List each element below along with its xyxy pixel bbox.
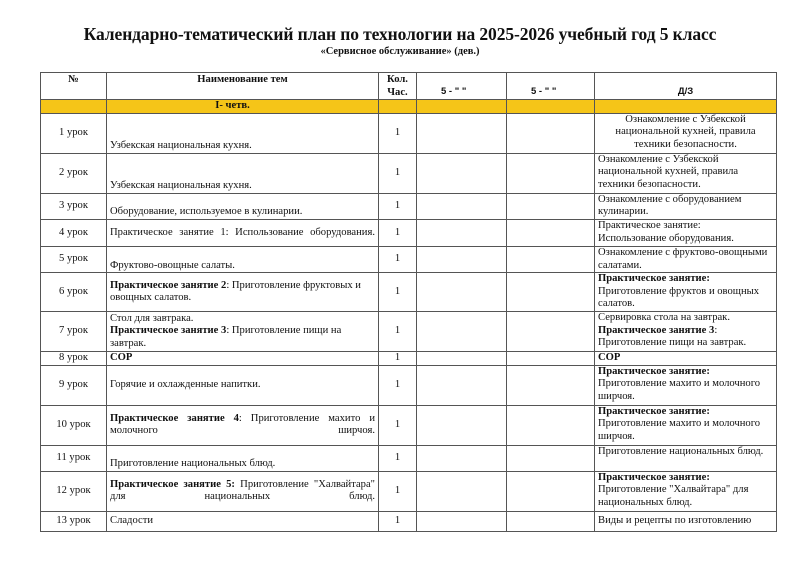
lesson-hours: 1 [379,246,417,272]
lesson-topic [107,312,379,352]
lesson-topic [107,405,379,445]
homework-text: Приготовление махито и молочного ширчоя. [598,378,761,402]
date-cell-1 [417,405,507,445]
table-row [41,219,777,246]
homework [595,471,777,511]
topic-bold: Практическое занятие 5: [110,478,235,490]
plan-table [40,72,777,532]
lesson-number: 6 урок [41,273,107,312]
date-cell-2 [507,312,595,352]
table-row [41,511,777,531]
header-dz: Д/З [595,73,777,100]
quarter-label: I- четв. [107,100,379,114]
homework: Ознакомление с Узбекской национальной кухней, правила техники безопасности. [595,153,777,193]
lesson-number: 2 урок [41,153,107,193]
homework: Ознакомление с фруктово-овощными салатами. [595,246,777,272]
stray-mark [510,153,595,164]
topic-text: : Приготовление пищи на завтрак. [110,325,342,349]
lesson-topic: СОР [107,352,379,366]
homework-text: Приготовление махито и молочного ширчоя. [598,418,761,442]
date-cell-1 [417,445,507,471]
header-date-2: 5 - " " [507,73,595,100]
date-cell-1 [417,193,507,219]
homework-bold: Практическое занятие: [598,219,701,231]
table-row [41,405,777,445]
lesson-topic: Узбекская национальная кухня. [107,153,379,193]
lesson-number: 11 урок [41,445,107,471]
lesson-number: 1 урок [41,113,107,153]
lesson-topic: Фруктово-овощные салаты. [107,246,379,272]
date-cell-2 [507,405,595,445]
table-row [41,445,777,471]
lesson-hours: 1 [379,511,417,531]
table-row [41,273,777,312]
lesson-hours: 1 [379,219,417,246]
page-title: Календарно-тематический план по технологии на 2025-2026 учебный год 5 класс [83,24,717,44]
date-cell-2 [507,471,595,511]
lesson-topic [107,471,379,511]
homework: СОР [595,352,777,366]
date-cell-1 [417,113,507,153]
topic-text: : Приготовление фруктовых и овощных салатов. [110,279,361,304]
lesson-hours: 1 [379,153,417,193]
date-cell-1 [417,246,507,272]
header-topic: Наименование тем [107,73,379,100]
lesson-number: 9 урок [41,365,107,405]
lesson-hours: 1 [379,445,417,471]
lesson-topic: Приготовление национальных блюд. [107,445,379,471]
date-cell-2 [507,352,595,366]
homework-text: Использование оборудования. [598,232,734,244]
lesson-hours: 1 [379,365,417,405]
date-cell-2 [507,113,595,153]
homework: Сервировка стола на завтрак. Практическое занятие 3: Приготовление пищи на завтрак. [595,312,777,352]
date-cell-1 [417,312,507,352]
lesson-topic: Практическое занятие 1: Использование оборудования. [107,219,379,246]
homework-bold: Практическое занятие: [598,471,710,483]
quarter-row [41,100,777,114]
lesson-number: 12 урок [41,471,107,511]
topic-text: Приготовление "Халвайтара" для национальных блюд. [110,478,375,503]
homework-bold: Практическое занятие: [598,273,710,285]
topic-bold: Практическое занятие 2 [110,279,227,291]
lesson-number: 3 урок [41,193,107,219]
table-row [41,193,777,219]
lesson-number: 4 урок [41,219,107,246]
date-cell-2 [507,193,595,219]
table-row [41,365,777,405]
table-header-row [41,73,777,100]
homework-bold: Практическое занятие 3 [598,324,715,336]
lesson-topic: Сладости [107,511,379,531]
lesson-hours: 1 [379,312,417,352]
date-cell-1 [417,511,507,531]
date-cell-1 [417,273,507,312]
topic-bold: Практическое занятие 3 [110,325,227,337]
topic-pre: Стол для завтрака. [110,312,194,324]
lesson-topic: Горячие и охлажденные напитки. [107,365,379,405]
homework-text: Приготовление фруктов и овощных салатов. [598,285,760,310]
date-cell-1 [417,365,507,405]
lesson-topic [107,273,379,312]
date-cell-2 [507,219,595,246]
date-cell-1 [417,153,507,193]
header-kol: Кол. Час. [379,73,417,100]
homework [595,273,777,312]
lesson-hours: 1 [379,352,417,366]
homework-text: Приготовление пищи на завтрак. [598,337,747,349]
table-row [41,246,777,272]
lesson-hours: 1 [379,193,417,219]
lesson-number: 10 урок [41,405,107,445]
topic-bold: Практическое занятие 4 [110,412,239,424]
lesson-number: 7 урок [41,312,107,352]
date-cell-2 [507,511,595,531]
date-cell-2 [507,273,595,312]
table-row [41,312,777,352]
lesson-hours: 1 [379,273,417,312]
lesson-number: 5 урок [41,246,107,272]
date-cell-2 [507,153,595,193]
date-cell-1 [417,219,507,246]
homework-bold: Практическое занятие: [598,405,710,417]
date-cell-2 [507,246,595,272]
lesson-number: 8 урок [41,352,107,366]
date-cell-1 [417,471,507,511]
lesson-topic: Узбекская национальная кухня. [107,113,379,153]
table-row [41,352,777,366]
lesson-hours: 1 [379,471,417,511]
homework: Ознакомление с оборудованием кулинарии. [595,193,777,219]
lesson-hours: 1 [379,113,417,153]
homework: Виды и рецепты по изготовлению [595,511,777,531]
table-row [41,153,777,193]
lesson-hours: 1 [379,405,417,445]
header-date-1: 5 - " " [417,73,507,100]
table-row [41,113,777,153]
homework [595,219,777,246]
homework: Ознакомление с Узбекской национальной кухней, правила техники безопасности. [595,113,777,153]
homework: Приготовление национальных блюд. [595,445,777,471]
topic-text: : Приготовление махито и молочного ширчоя. [110,412,375,437]
lesson-number: 13 урок [41,511,107,531]
homework [595,365,777,405]
date-cell-2 [507,365,595,405]
date-cell-2 [507,445,595,471]
date-cell-1 [417,352,507,366]
homework-pre: Сервировка стола на завтрак. [598,312,730,324]
page-subtitle: «Сервисное обслуживание» (дев.) [320,46,480,57]
table-row [41,471,777,511]
lesson-topic: Оборудование, используемое в кулинарии. [107,193,379,219]
homework [595,405,777,445]
homework-bold: Практическое занятие: [598,365,710,377]
homework-text: Приготовление "Халвайтара" для национальных блюд. [598,484,749,508]
header-num: № [41,73,107,100]
